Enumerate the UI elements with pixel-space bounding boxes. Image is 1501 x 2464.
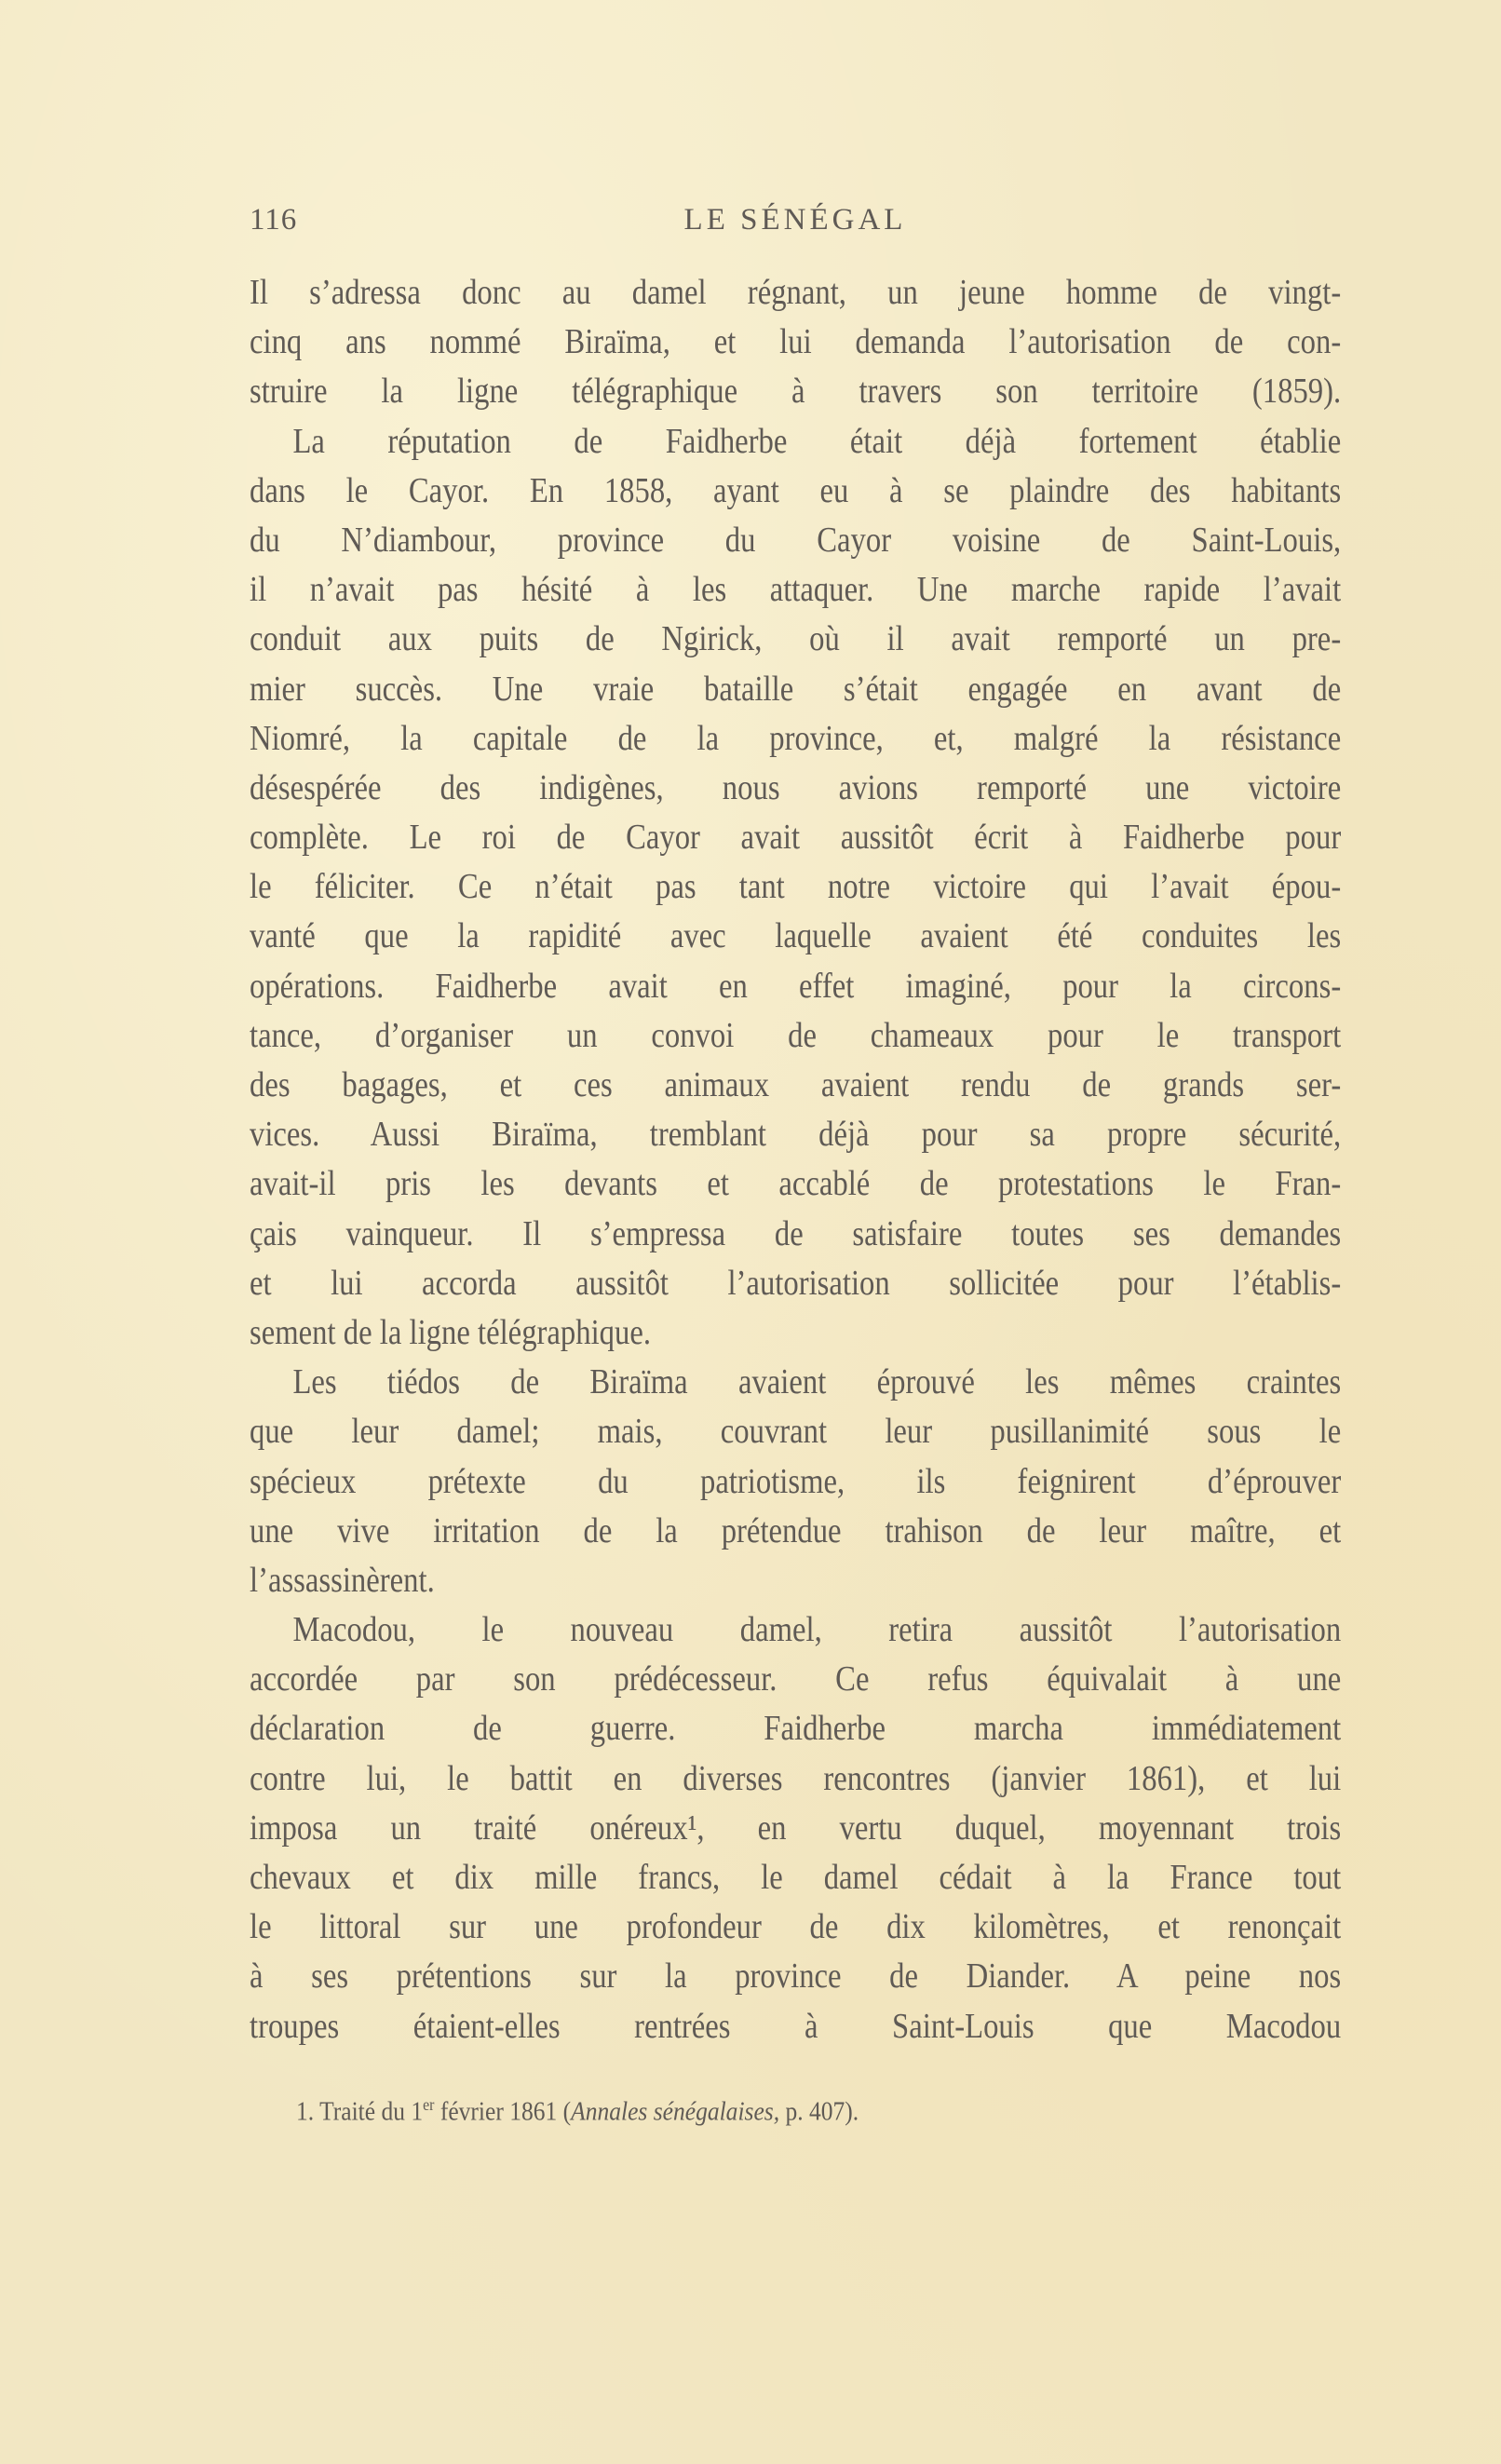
text-line: tance, d’organiser un convoi de chameaux pour le transport — [250, 1015, 1342, 1055]
text-line: troupes étaient-elles rentrées à Saint-Louis que Macodou — [250, 2006, 1342, 2046]
text-line: et lui accorda aussitôt l’autorisation sollicitée pour l’établis- — [250, 1263, 1342, 1303]
text-line: vices. Aussi Biraïma, tremblant déjà pour sa propre sécurité, — [250, 1115, 1342, 1155]
body-text — [250, 268, 1341, 2051]
running-head — [250, 203, 1341, 244]
text-line: Macodou, le nouveau damel, retira aussitôt l’autorisation — [292, 1610, 1342, 1650]
page-number: 116 — [250, 203, 298, 237]
running-title: LE SÉNÉGAL — [683, 203, 907, 237]
text-line: que leur damel; mais, couvrant leur pusillanimité sous le — [250, 1412, 1342, 1452]
text-line: accordée par son prédécesseur. Ce refus équivalait à une — [250, 1659, 1342, 1699]
text-line: l’assassinèrent. — [250, 1560, 435, 1600]
text-line: Les tiédos de Biraïma avaient éprouvé les mêmes craintes — [292, 1362, 1342, 1402]
footnote-text-middle: février 1861 ( — [434, 2096, 572, 2127]
text-line: cinq ans nommé Biraïma, et lui demanda l’autorisation de con- — [250, 322, 1342, 362]
text-line: il n’avait pas hésité à les attaquer. Une marche rapide l’avait — [250, 570, 1342, 610]
text-line: Niomré, la capitale de la province, et, malgré la résistance — [250, 718, 1342, 758]
text-line: chevaux et dix mille francs, le damel cédait à la France tout — [250, 1858, 1342, 1897]
text-line: La réputation de Faidherbe était déjà fortement établie — [292, 421, 1342, 461]
text-line: désespérée des indigènes, nous avions remporté une victoire — [250, 767, 1342, 807]
text-line: opérations. Faidherbe avait en effet imaginé, pour la circons- — [250, 966, 1342, 1006]
text-line: dans le Cayor. En 1858, ayant eu à se plaindre des habitants — [250, 470, 1342, 510]
text-line: le littoral sur une profondeur de dix kilomètres, et renonçait — [250, 1907, 1342, 1947]
footnote-number: 1. — [296, 2096, 315, 2127]
text-line: une vive irritation de la prétendue trahison de leur maître, et — [250, 1510, 1342, 1550]
text-line: des bagages, et ces animaux avaient rendu de grands ser- — [250, 1065, 1342, 1104]
footnote — [296, 2095, 859, 2128]
text-line: Il s’adressa donc au damel régnant, un jeune homme de vingt- — [250, 273, 1342, 312]
text-line: vanté que la rapidité avec laquelle avaient été conduites les — [250, 916, 1342, 956]
footnote-italic-title: Annales sénégalaises, — [571, 2096, 780, 2127]
footnote-superscript: er — [423, 2095, 435, 2114]
text-line: mier succès. Une vraie bataille s’était engagée en avant de — [250, 669, 1342, 709]
text-line: du N’diambour, province du Cayor voisine de Saint-Louis, — [250, 520, 1342, 560]
text-line: à ses prétentions sur la province de Diander. A peine nos — [250, 1956, 1342, 1997]
text-line: spécieux prétexte du patriotisme, ils feignirent d’éprouver — [250, 1461, 1342, 1501]
text-line: imposa un traité onéreux¹, en vertu duquel, moyennant trois — [250, 1807, 1342, 1848]
text-line: contre lui, le battit en diverses rencontres (janvier 1861), et lui — [250, 1758, 1342, 1798]
text-line: déclaration de guerre. Faidherbe marcha immédiatement — [250, 1709, 1342, 1749]
text-line: conduit aux puits de Ngirick, où il avait remporté un pre- — [250, 619, 1342, 659]
footnote-text-after: p. 407). — [779, 2096, 859, 2127]
text-line: le féliciter. Ce n’était pas tant notre victoire qui l’avait épou- — [250, 867, 1342, 907]
footnote-text-before: Traité du 1 — [319, 2096, 424, 2127]
text-line: sement de la ligne télégraphique. — [250, 1312, 652, 1352]
text-line: struire la ligne télégraphique à travers son territoire (1859). — [250, 372, 1342, 412]
text-line: avait-il pris les devants et accablé de protestations le Fran- — [250, 1164, 1342, 1204]
text-line: complète. Le roi de Cayor avait aussitôt écrit à Faidherbe pour — [250, 818, 1342, 858]
text-line: çais vainqueur. Il s’empressa de satisfaire toutes ses demandes — [250, 1213, 1342, 1253]
